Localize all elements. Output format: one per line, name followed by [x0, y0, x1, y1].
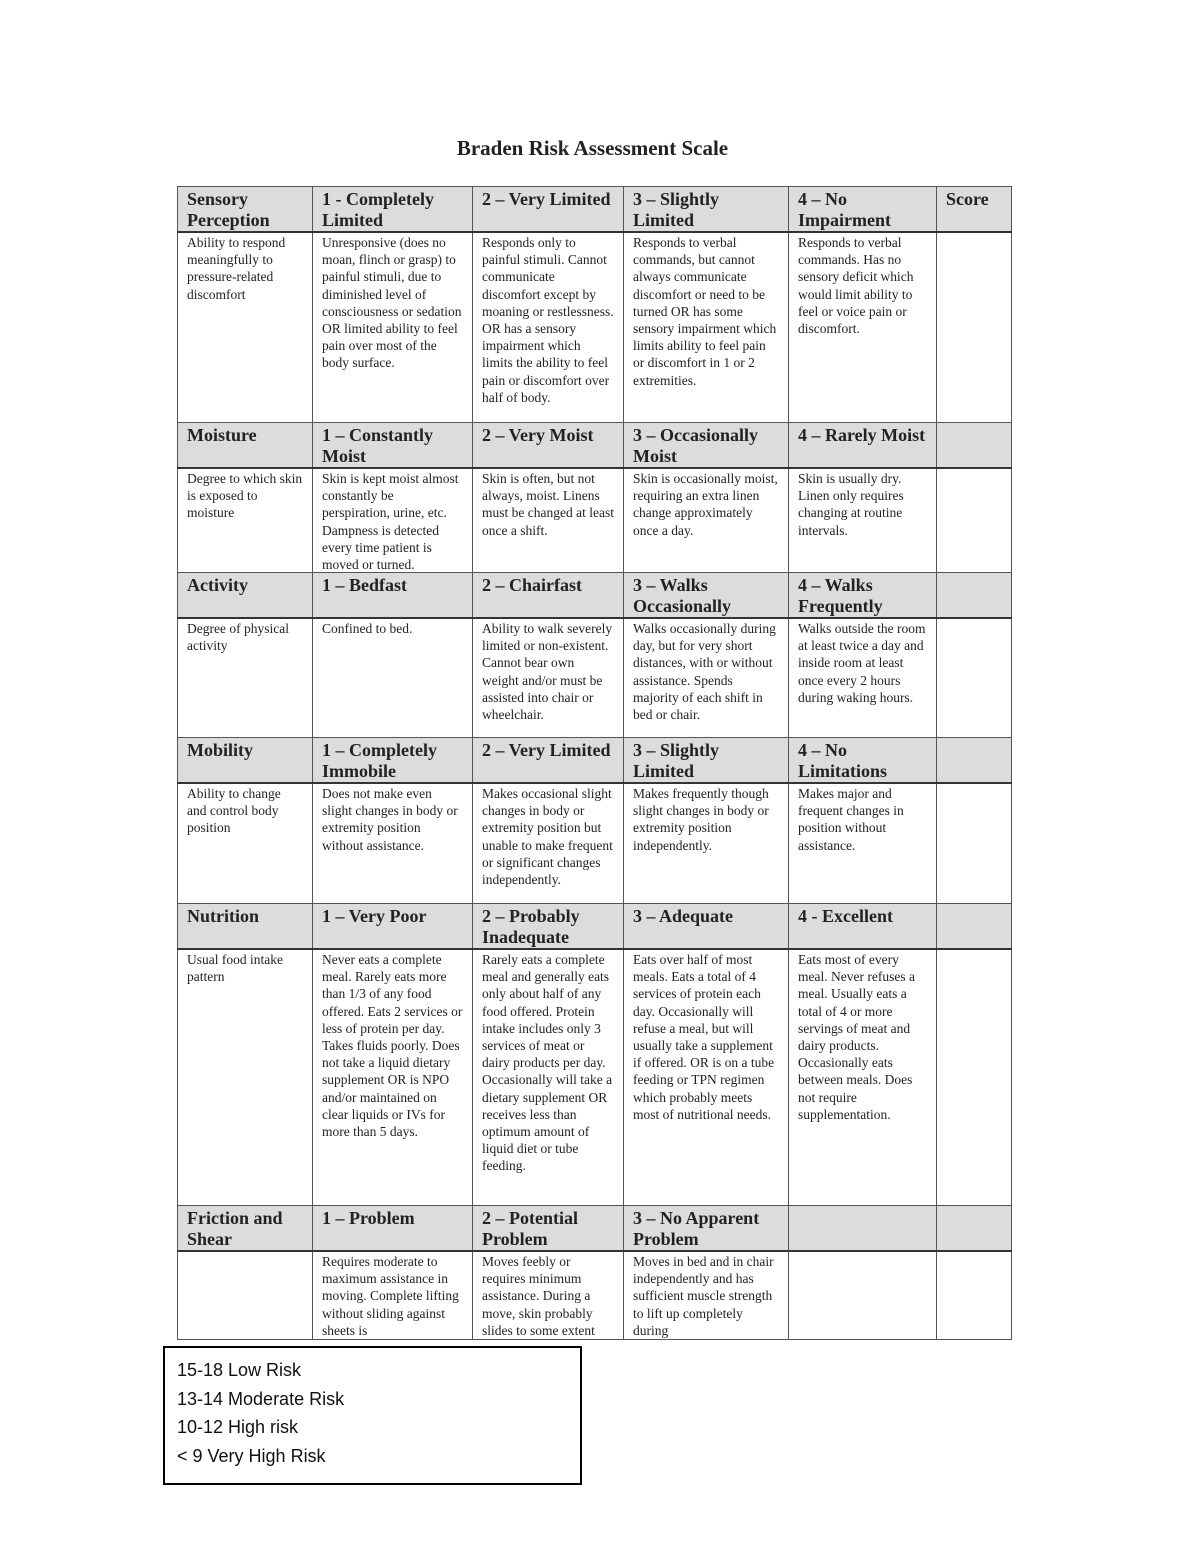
level-description: Eats over half of most meals. Eats a total of 4 services of protein each day. Occasionally will refuse a meal, but will usually take a supplement if offered. OR is on a tube feeding or TPN regimen which probably meets most of nutritional needs. [624, 949, 789, 1206]
risk-legend-item: 10-12 High risk [177, 1417, 299, 1437]
level-heading: 1 – Very Poor [313, 904, 473, 950]
level-heading: 2 – Chairfast [473, 573, 624, 619]
section-header-row [178, 187, 1012, 233]
score-cell[interactable] [937, 1251, 1012, 1340]
level-heading: 1 – Bedfast [313, 573, 473, 619]
score-header-blank [937, 573, 1012, 619]
section-detail-row [178, 232, 1012, 423]
level-heading: 3 – Adequate [624, 904, 789, 950]
score-header-blank [937, 1206, 1012, 1252]
level-heading: 3 – Slightly Limited [624, 738, 789, 784]
page-title: Braden Risk Assessment Scale [456, 136, 729, 160]
level-heading: 2 – Very Moist [473, 423, 624, 469]
level-heading: 1 – Constantly Moist [313, 423, 473, 469]
section-header-row [178, 738, 1012, 784]
section-detail-row [178, 1251, 1012, 1340]
category-description [178, 1251, 313, 1340]
level-heading: 4 - Excellent [789, 904, 937, 950]
level-description: Unresponsive (does no moan, flinch or grasp) to painful stimuli, due to diminished level of consciousness or sedation OR limited ability to feel pain over most of the body surface. [313, 232, 473, 423]
level-heading: 4 – Rarely Moist [789, 423, 937, 469]
section-detail-row [178, 783, 1012, 904]
level-heading: 1 – Completely Immobile [313, 738, 473, 784]
level-description: Ability to walk severely limited or non-existent. Cannot bear own weight and/or must be assisted into chair or wheelchair. [473, 618, 624, 738]
level-heading: 3 – Slightly Limited [624, 187, 789, 233]
category-name: Moisture [178, 423, 313, 469]
score-header-blank [937, 904, 1012, 950]
level-description: Makes occasional slight changes in body or extremity position but unable to make frequent or significant changes independently. [473, 783, 624, 904]
level-heading: 4 – No Limitations [789, 738, 937, 784]
category-description: Degree to which skin is exposed to moisture [178, 468, 313, 573]
risk-legend-item: 15-18 Low Risk [177, 1360, 302, 1380]
score-cell[interactable] [937, 468, 1012, 573]
score-header: Score [937, 187, 1012, 233]
category-description: Ability to respond meaningfully to pressure-related discomfort [178, 232, 313, 423]
score-header-blank [937, 738, 1012, 784]
section-detail-row [178, 618, 1012, 738]
level-description: Skin is usually dry. Linen only requires changing at routine intervals. [789, 468, 937, 573]
level-description: Makes frequently though slight changes in body or extremity position independently. [624, 783, 789, 904]
level-heading: 1 – Problem [313, 1206, 473, 1252]
risk-legend-item: < 9 Very High Risk [177, 1445, 326, 1466]
score-cell[interactable] [937, 783, 1012, 904]
level-description: Responds only to painful stimuli. Cannot communicate discomfort except by moaning or restlessness. OR has a sensory impairment which limits the ability to feel pain or discomfort over half of body. [473, 232, 624, 423]
section-detail-row [178, 468, 1012, 573]
section-header-row [178, 423, 1012, 469]
level-heading: 4 – No Impairment [789, 187, 937, 233]
level-description: Moves feebly or requires minimum assistance. During a move, skin probably slides to some extent [473, 1251, 624, 1340]
section-detail-row [178, 949, 1012, 1206]
category-name: Activity [178, 573, 313, 619]
category-name: Friction and Shear [178, 1206, 313, 1252]
level-heading: 2 – Potential Problem [473, 1206, 624, 1252]
level-description: Skin is occasionally moist, requiring an extra linen change approximately once a day. [624, 468, 789, 573]
level-description: Requires moderate to maximum assistance in moving. Complete lifting without sliding against sheets is [313, 1251, 473, 1340]
level-description: Walks occasionally during day, but for very short distances, with or without assistance. Spends majority of each shift in bed or chair. [624, 618, 789, 738]
level-heading: 3 – Walks Occasionally [624, 573, 789, 619]
category-description: Usual food intake pattern [178, 949, 313, 1206]
level-description: Skin is kept moist almost constantly be perspiration, urine, etc. Dampness is detected every time patient is moved or turned. [313, 468, 473, 573]
level-description: Walks outside the room at least twice a day and inside room at least once every 2 hours during waking hours. [789, 618, 937, 738]
level-description: Makes major and frequent changes in position without assistance. [789, 783, 937, 904]
level-description: Rarely eats a complete meal and generally eats only about half of any food offered. Protein intake includes only 3 services of meat or dairy products per day. Occasionally will take a dietary supplement OR receives less than optimum amount of liquid diet or tube feeding. [473, 949, 624, 1206]
level-heading: 3 – No Apparent Problem [624, 1206, 789, 1252]
section-header-row [178, 573, 1012, 619]
level-description [789, 1251, 937, 1340]
level-heading: 2 – Probably Inadequate [473, 904, 624, 950]
level-description: Responds to verbal commands, but cannot always communicate discomfort or need to be turned OR has some sensory impairment which limits ability to feel pain or discomfort in 1 or 2 extremities. [624, 232, 789, 423]
score-cell[interactable] [937, 949, 1012, 1206]
level-description: Confined to bed. [313, 618, 473, 738]
category-description: Degree of physical activity [178, 618, 313, 738]
category-name: Sensory Perception [178, 187, 313, 233]
level-description: Eats most of every meal. Never refuses a meal. Usually eats a total of 4 or more servings of meat and dairy products. Occasionally eats between meals. Does not require supplementation. [789, 949, 937, 1206]
level-description: Does not make even slight changes in body or extremity position without assistance. [313, 783, 473, 904]
score-cell[interactable] [937, 232, 1012, 423]
risk-legend-item: 13-14 Moderate Risk [177, 1388, 345, 1409]
category-description: Ability to change and control body position [178, 783, 313, 904]
category-name: Nutrition [178, 904, 313, 950]
level-heading: 3 – Occasionally Moist [624, 423, 789, 469]
section-header-row [178, 1206, 1012, 1252]
category-name: Mobility [178, 738, 313, 784]
braden-scale-table [177, 186, 1012, 1340]
level-description: Never eats a complete meal. Rarely eats more than 1/3 of any food offered. Eats 2 services or less of protein per day. Takes fluids poorly. Does not take a liquid dietary supplement OR is NPO and/or maintained on clear liquids or IVs for more than 5 days. [313, 949, 473, 1206]
level-heading: 1 - Completely Limited [313, 187, 473, 233]
risk-legend-box [163, 1346, 582, 1485]
level-heading [789, 1206, 937, 1252]
level-heading: 2 – Very Limited [473, 738, 624, 784]
level-description: Moves in bed and in chair independently and has sufficient muscle strength to lift up completely during [624, 1251, 789, 1340]
score-cell[interactable] [937, 618, 1012, 738]
score-header-blank [937, 423, 1012, 469]
level-heading: 4 – Walks Frequently [789, 573, 937, 619]
section-header-row [178, 904, 1012, 950]
level-description: Responds to verbal commands. Has no sensory deficit which would limit ability to feel or voice pain or discomfort. [789, 232, 937, 423]
level-heading: 2 – Very Limited [473, 187, 624, 233]
level-description: Skin is often, but not always, moist. Linens must be changed at least once a shift. [473, 468, 624, 573]
